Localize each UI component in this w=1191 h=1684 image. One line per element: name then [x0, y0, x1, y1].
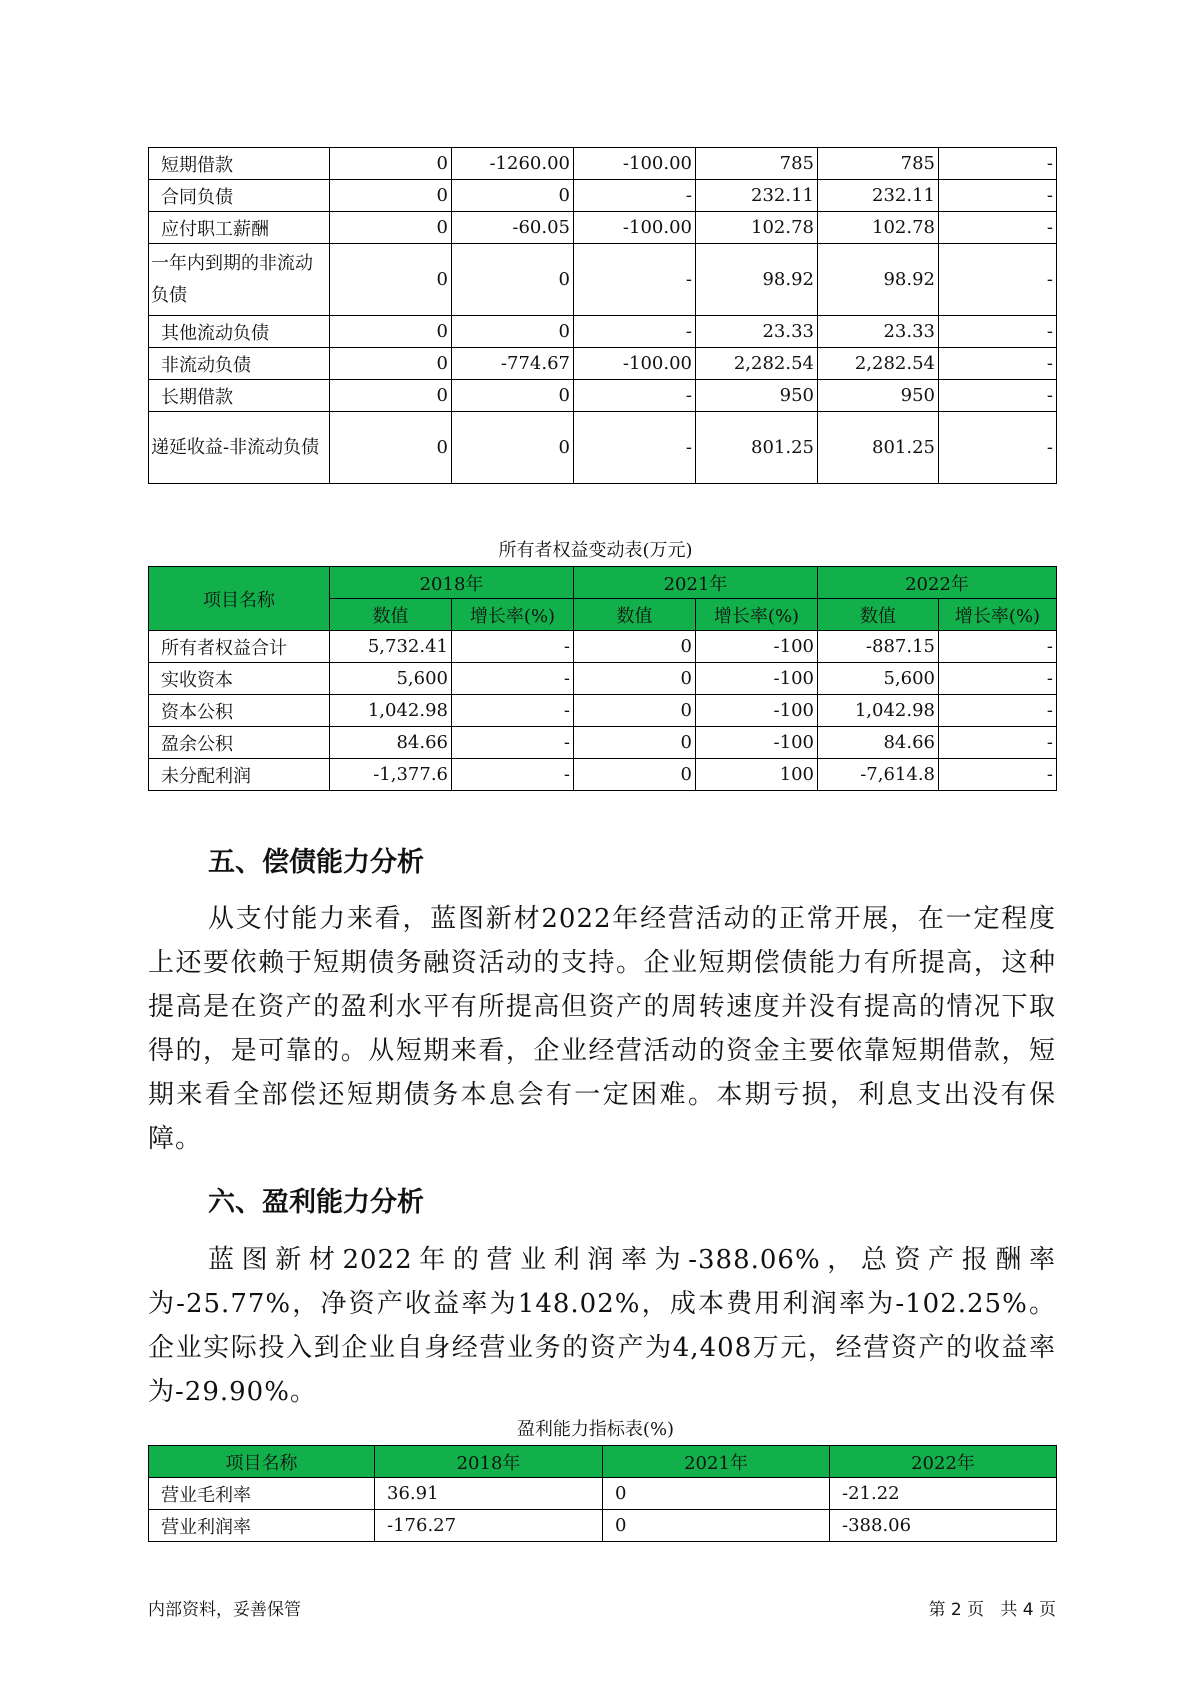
table-cell: -774.67: [452, 348, 574, 380]
table-cell: -100.00: [574, 348, 696, 380]
row-label: 实收资本: [149, 663, 330, 695]
equity-subheader-growth: 增长率(%): [696, 599, 818, 631]
row-label: 未分配利润: [149, 759, 330, 791]
table-row: [149, 244, 1057, 316]
section-5-title: 五、偿债能力分析: [208, 847, 424, 878]
table-cell: -100: [696, 695, 818, 727]
table-cell: 0: [574, 695, 696, 727]
row-label: 应付职工薪酬: [149, 212, 330, 244]
table-cell: -: [939, 148, 1057, 180]
table-cell: -: [452, 695, 574, 727]
table-cell: -1,377.6: [330, 759, 452, 791]
table-cell: -100.00: [574, 148, 696, 180]
profit-header: 2022年: [830, 1446, 1057, 1478]
table-cell: 0: [330, 148, 452, 180]
table-cell: 84.66: [818, 727, 939, 759]
table-cell: -: [574, 412, 696, 484]
table-cell: 0: [330, 244, 452, 316]
table-cell: 801.25: [696, 412, 818, 484]
table-cell: 5,600: [330, 663, 452, 695]
row-label: 盈余公积: [149, 727, 330, 759]
table-cell: -: [452, 727, 574, 759]
table-cell: 0: [330, 348, 452, 380]
table-cell: 0: [603, 1478, 830, 1510]
profit-header: 项目名称: [149, 1446, 375, 1478]
footer-left: 内部资料，妥善保管: [148, 1600, 301, 1620]
table-cell: -887.15: [818, 631, 939, 663]
table-cell: -: [939, 212, 1057, 244]
profit-header: 2018年: [375, 1446, 603, 1478]
table-row: [149, 663, 1057, 695]
table-cell: 0: [574, 631, 696, 663]
table-cell: 950: [696, 380, 818, 412]
table-cell: 102.78: [818, 212, 939, 244]
table-cell: 102.78: [696, 212, 818, 244]
table-row: [149, 1478, 1057, 1510]
equity-header-year: 2021年: [574, 567, 818, 599]
table-row: [149, 212, 1057, 244]
equity-header-name: 项目名称: [149, 567, 330, 631]
table-row: [149, 148, 1057, 180]
row-label: 所有者权益合计: [149, 631, 330, 663]
row-label: 营业利润率: [149, 1510, 375, 1542]
table-cell: 0: [603, 1510, 830, 1542]
row-label: 其他流动负债: [149, 316, 330, 348]
table-cell: -: [939, 412, 1057, 484]
table-cell: -: [939, 380, 1057, 412]
table-row: [149, 695, 1057, 727]
equity-table: [148, 566, 1057, 791]
table-cell: -60.05: [452, 212, 574, 244]
table-cell: -: [939, 663, 1057, 695]
table-cell: -: [574, 180, 696, 212]
table-cell: 0: [452, 316, 574, 348]
table-cell: 98.92: [696, 244, 818, 316]
table-row: [149, 380, 1057, 412]
table-cell: -: [452, 759, 574, 791]
table-cell: 801.25: [818, 412, 939, 484]
table-cell: -176.27: [375, 1510, 603, 1542]
table-row: [149, 727, 1057, 759]
table-cell: 2,282.54: [696, 348, 818, 380]
table-cell: 0: [330, 316, 452, 348]
table-cell: -100.00: [574, 212, 696, 244]
table-cell: 785: [696, 148, 818, 180]
table-cell: -1260.00: [452, 148, 574, 180]
table-cell: -: [939, 348, 1057, 380]
table-row: [149, 348, 1057, 380]
table-cell: 36.91: [375, 1478, 603, 1510]
table-cell: -: [939, 727, 1057, 759]
table-cell: 23.33: [818, 316, 939, 348]
table-cell: -100: [696, 663, 818, 695]
row-label: 资本公积: [149, 695, 330, 727]
table-cell: 5,732.41: [330, 631, 452, 663]
table-cell: 0: [452, 380, 574, 412]
section-6-text: 蓝图新材2022年的营业利润率为-388.06%，总资产报酬率为-25.77%，净资产收益率为148.02%，成本费用利润率为-102.25%。企业实际投入到企业自身经营业务的资产为4,408万元，经营资产的收益率为-29.90%。: [148, 1245, 1056, 1407]
equity-subheader-value: 数值: [818, 599, 939, 631]
table-cell: 232.11: [818, 180, 939, 212]
table-cell: 2,282.54: [818, 348, 939, 380]
table-cell: 100: [696, 759, 818, 791]
table-cell: 0: [452, 180, 574, 212]
table-cell: 0: [330, 180, 452, 212]
row-label: 长期借款: [149, 380, 330, 412]
table-cell: -21.22: [830, 1478, 1057, 1510]
table-cell: 1,042.98: [818, 695, 939, 727]
table-cell: -388.06: [830, 1510, 1057, 1542]
equity-subheader-growth: 增长率(%): [939, 599, 1057, 631]
table-cell: -: [574, 244, 696, 316]
table-cell: 23.33: [696, 316, 818, 348]
table-cell: 5,600: [818, 663, 939, 695]
table-cell: -100: [696, 727, 818, 759]
liability-table: [148, 147, 1057, 484]
section-6-paragraph: [148, 1238, 1056, 1414]
section-5-text: 从支付能力来看，蓝图新材2022年经营活动的正常开展，在一定程度上还要依赖于短期债务融资活动的支持。企业短期偿债能力有所提高，这种提高是在资产的盈利水平有所提高但资产的周转速度并没有提高的情况下取得的，是可靠的。从短期来看，企业经营活动的资金主要依靠短期借款，短期来看全部偿还短期债务本息会有一定困难。本期亏损，利息支出没有保障。: [148, 904, 1056, 1154]
table-cell: 98.92: [818, 244, 939, 316]
row-label: 合同负债: [149, 180, 330, 212]
table-cell: 785: [818, 148, 939, 180]
table-cell: 0: [452, 244, 574, 316]
table-cell: 0: [330, 380, 452, 412]
equity-subheader-value: 数值: [574, 599, 696, 631]
section-6-title: 六、盈利能力分析: [208, 1187, 424, 1218]
table-cell: 84.66: [330, 727, 452, 759]
table-cell: -: [939, 180, 1057, 212]
equity-header-year: 2018年: [330, 567, 574, 599]
table-cell: 232.11: [696, 180, 818, 212]
row-label: 一年内到期的非流动负债: [149, 244, 330, 316]
table-row: [149, 180, 1057, 212]
table-cell: 0: [330, 412, 452, 484]
table-row: [149, 316, 1057, 348]
table-cell: 0: [574, 663, 696, 695]
table-cell: -7,614.8: [818, 759, 939, 791]
table-cell: -: [574, 380, 696, 412]
profit-table: [148, 1445, 1057, 1542]
table-cell: -: [939, 759, 1057, 791]
equity-header-year: 2022年: [818, 567, 1057, 599]
table-cell: -: [939, 695, 1057, 727]
footer-page-number: 第 2 页 共 4 页: [928, 1600, 1056, 1620]
table-cell: -: [452, 631, 574, 663]
table-row: [149, 412, 1057, 484]
table-cell: 950: [818, 380, 939, 412]
table-cell: -: [939, 244, 1057, 316]
table-row: [149, 1510, 1057, 1542]
table-cell: 0: [330, 212, 452, 244]
row-label: 短期借款: [149, 148, 330, 180]
table-cell: 1,042.98: [330, 695, 452, 727]
row-label: 营业毛利率: [149, 1478, 375, 1510]
equity-subheader-value: 数值: [330, 599, 452, 631]
table-cell: -: [939, 316, 1057, 348]
row-label: 递延收益-非流动负债: [149, 412, 330, 484]
table-cell: 0: [574, 727, 696, 759]
row-label: 非流动负债: [149, 348, 330, 380]
table-cell: -100: [696, 631, 818, 663]
equity-table-caption: 所有者权益变动表(万元): [498, 540, 693, 561]
equity-subheader-growth: 增长率(%): [452, 599, 574, 631]
section-5-paragraph: [148, 897, 1056, 1161]
profit-table-caption: 盈利能力指标表(%): [516, 1419, 675, 1440]
table-cell: -: [939, 631, 1057, 663]
table-cell: -: [574, 316, 696, 348]
table-row: [149, 631, 1057, 663]
table-cell: 0: [452, 412, 574, 484]
table-cell: -: [452, 663, 574, 695]
profit-header: 2021年: [603, 1446, 830, 1478]
table-cell: 0: [574, 759, 696, 791]
table-row: [149, 759, 1057, 791]
